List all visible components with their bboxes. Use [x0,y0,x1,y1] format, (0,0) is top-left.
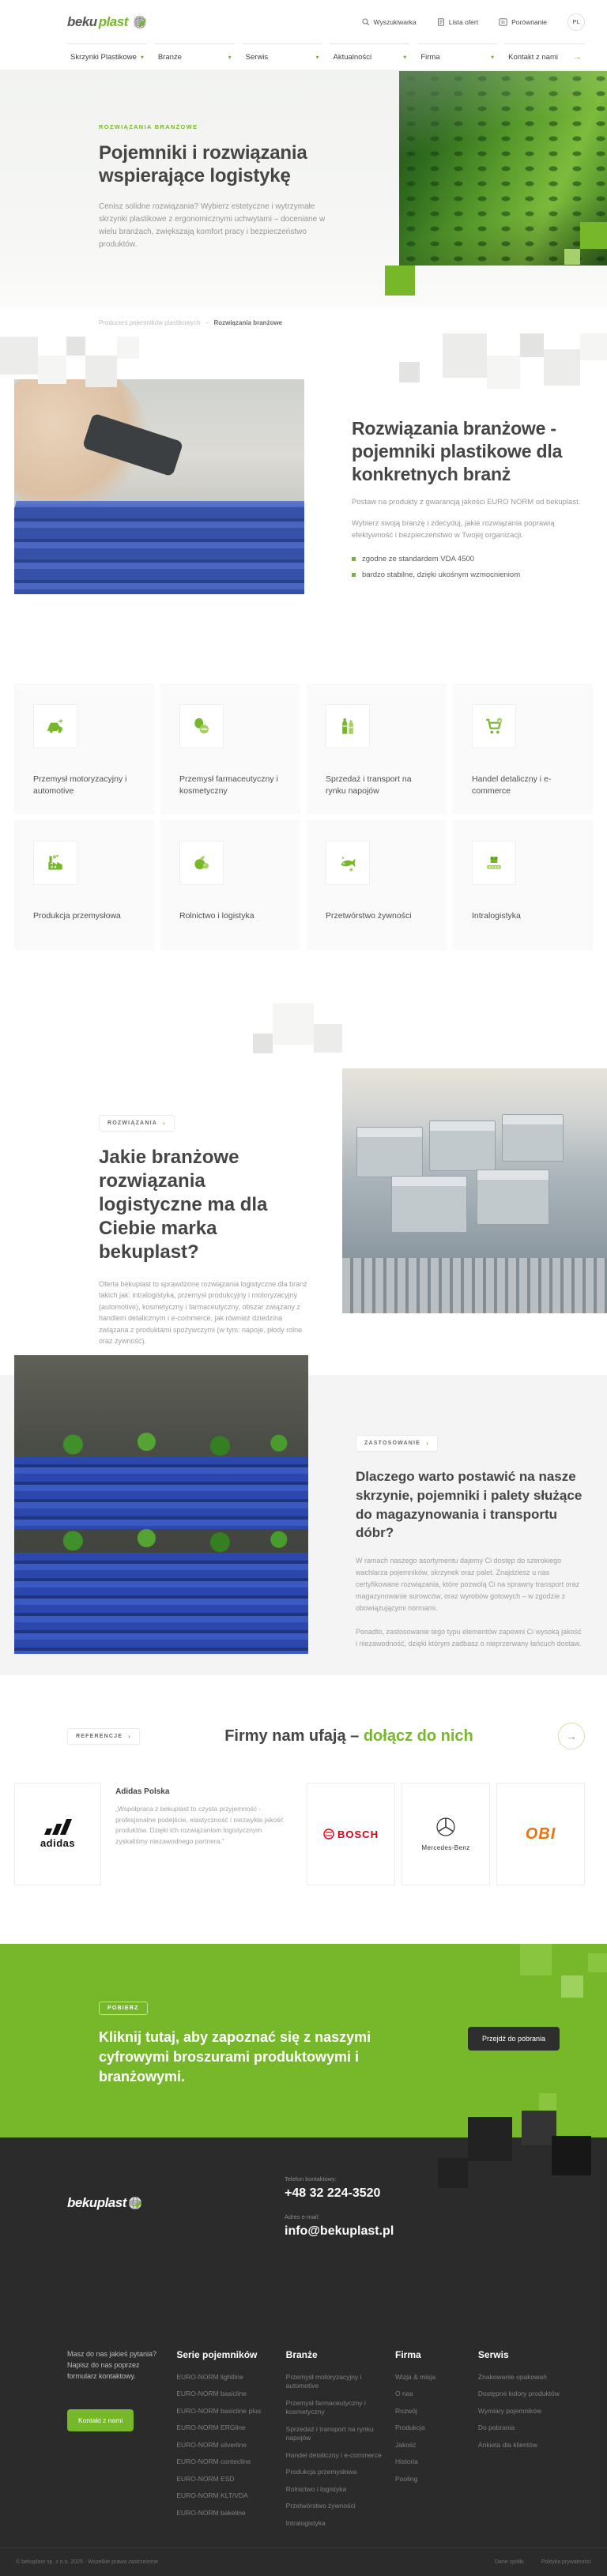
bullet-item: bardzo stabilne, dzięki ukośnym wzmocnieniom [352,571,585,579]
industries-grid [14,684,593,951]
hero-section [0,70,607,308]
footer-link[interactable]: Handel detaliczny i e-commerce [285,2450,382,2459]
hero-eyebrow: ROZWIĄZANIA BRANŻOWE [99,123,198,130]
industry-card-beverages[interactable] [307,684,447,814]
nav-label: Kontakt z nami [508,52,558,62]
search-icon [362,18,370,26]
footer-column-series [176,2349,285,2536]
nav-item-firma[interactable] [417,43,497,70]
intro-section [0,356,607,632]
page-title: Pojemniki i rozwiązania wspierające logistykę [99,142,307,187]
offer-list-icon [437,18,445,26]
references-title-green: dołącz do nich [363,1727,473,1745]
footer-link[interactable]: EURO-NORM ESD [176,2474,235,2483]
topbar-utils [362,13,585,31]
language-switcher[interactable]: PL [567,13,585,31]
topbar [0,0,607,43]
badge-label: ZASTOSOWANIE [364,1441,421,1446]
contact-prompt-text: Masz do nas jakieś pytania? Napisz do nas poprzez formularz kontaktowy. [67,2350,157,2380]
solutions-title: Jakie branżowe rozwiązania logistyczne ma dla Ciebie marka bekuplast? [99,1147,268,1263]
client-logos [307,1783,585,1885]
industry-label: Handel detaliczny i e-commerce [472,774,552,797]
globe-icon [131,13,149,31]
application-image-peppers [14,1355,308,1654]
decor-square [385,266,415,296]
factory-icon [45,853,66,873]
cta-copy [0,1944,607,2088]
decor-square [561,1975,583,1998]
footer-column-service [478,2349,591,2536]
industry-label: Produkcja przemysłowa [33,911,121,921]
chevron-down-icon: ▾ [228,53,232,61]
references-title [140,1727,558,1746]
decor-square [580,222,607,249]
testimonial [115,1783,289,1885]
offer-list-link[interactable] [437,18,478,26]
nav-item-aktualnosci[interactable] [330,43,409,70]
bosch-logo: BOSCH [323,1828,379,1840]
email-address[interactable]: info@bekuplast.pl [285,2224,394,2238]
arrow-right-icon: › [128,1732,131,1740]
footer-link[interactable]: Wizja & misja [394,2373,435,2381]
references-title-dark: Firmy nam ufają – [224,1727,364,1745]
legal-link-company-data[interactable]: Dane spółki [495,2559,524,2565]
footer-link[interactable]: Znakowanie opakowań [477,2373,547,2381]
email-label: Adres e-mail: [285,2213,320,2220]
footer-link[interactable]: Rozwój [394,2406,417,2415]
logo-card-bosch[interactable] [307,1783,395,1885]
compare-label: Porównanie [511,17,547,26]
footer-link[interactable]: Przemysł motoryzacyjny i automotive [285,2373,362,2390]
footer-link[interactable]: Dostępne kolory produktów [477,2390,560,2398]
application-paragraph-1: W ramach naszego asortymentu dajemy Ci dostęp do szerokiego wachlarza pojemników, skrzynek oraz palet. Znajdziesz u nas certyfikowane rozwiązania, które pozwolą Ci na sprawny transport oraz magazynowanie surowców, oraz wyrobów gotowych – w zgodzie z obowiązującymi normami. [356,1557,580,1612]
footer-logo[interactable]: beku plast [67,2194,144,2212]
brand-logo[interactable] [67,13,149,31]
decor-square [468,2117,512,2161]
footer-link[interactable]: Ankieta dla klientów [477,2440,538,2449]
footer-bottom-bar [0,2548,607,2576]
industry-card-automotive[interactable] [14,684,154,814]
mercedes-logo: Mercedes-Benz [421,1817,469,1851]
references-body [14,1783,585,1885]
footer-link[interactable]: Sprzedaż i transport na rynku napojów [285,2424,374,2442]
industry-label: Przemysł farmaceutyczny i kosmetyczny [179,774,278,797]
footer-link[interactable]: EURO-NORM bakeline [176,2508,246,2517]
application-badge[interactable] [356,1435,438,1452]
nav-item-branze[interactable] [155,43,235,70]
hero-text: Cenisz solidne rozwiązania? Wybierz estetyczne i wytrzymałe skrzynki plastikowe z ergonomicznymi uchwytami – doceniane w wielu branżach, zwiększają komfort pracy i bezpieczeństwo produktów. [99,201,326,249]
breadcrumb-separator: – [205,319,209,326]
application-title: Dlaczego warto postawić na nasze skrzynie, pojemniki i palety służące do magazynowania i transportu dóbr? [356,1469,582,1541]
logo-card-mercedes[interactable] [402,1783,490,1885]
copyright: © bekuplast sp. z o.o. 2025 - Wszelkie prawa zastrzeżone [16,2559,158,2565]
intro-lead: Postaw na produkty z gwarancją jakości EURO NORM od bekuplast. [352,498,581,507]
industry-card-pharma[interactable] [160,684,300,814]
footer-link[interactable]: Do pobrania [477,2423,515,2432]
footer-link[interactable]: EURO-NORM silverline [176,2440,247,2449]
footer-columns [67,2349,591,2536]
footer-link[interactable]: Produkcja [394,2423,425,2432]
nav-item-serwis[interactable] [243,43,322,70]
footer-link[interactable]: Produkcja przemysłowa [285,2468,357,2476]
compare-link[interactable] [499,18,547,26]
bottles-icon [337,716,358,736]
phone-label: Telefon kontaktowy: [285,2175,337,2182]
decor-square [552,2136,591,2175]
badge-label: REFERENCJE [76,1733,123,1739]
footer-link[interactable]: Historia [394,2457,418,2466]
globe-icon [126,2194,144,2212]
cta-badge: POBIERZ [99,2002,148,2015]
industry-card-food[interactable] [307,820,447,951]
industry-label: Intralogistyka [472,911,521,921]
download-button[interactable]: Przejdź do pobrania [468,2027,560,2051]
mercedes-star-icon [435,1817,456,1837]
hero-copy [0,70,340,251]
decor-square [539,2093,556,2111]
breadcrumb-current: Rozwiązania branżowe [213,319,283,326]
decor-square [520,1944,552,1975]
nav-label: Aktualności [333,52,372,62]
footer-link[interactable]: EURO-NORM basicline plus [176,2406,262,2415]
industry-card-agriculture[interactable] [160,820,300,951]
cart-icon [484,716,504,736]
pills-icon [191,716,212,736]
intro-text: Wybierz swoją branżę i zdecyduj, jakie rozwiązania poprawią efektywność i bezpieczeństwo w Twojej organizacji. [352,519,555,540]
chevron-down-icon: ▾ [403,53,407,61]
phone-number[interactable]: +48 32 224-3520 [285,2186,381,2200]
hero-image-green-crate [399,71,607,266]
references-header [67,1723,585,1749]
industry-card-retail[interactable] [453,684,593,814]
chevron-down-icon: ▾ [491,53,495,61]
footer [0,2137,607,2576]
industry-label: Sprzedaż i transport na rynku napojów [326,774,412,797]
intro-image-worker [14,379,304,594]
solutions-copy [0,1090,342,1345]
cta-title: Kliknij tutaj, aby zapoznać się z naszymi cyfrowymi broszurami produktowymi i branżowymi. [99,2029,371,2085]
column-title: Branże [285,2349,318,2360]
industry-label: Przemysł motoryzacyjny i automotive [33,774,127,797]
fish-icon [337,853,358,873]
footer-link[interactable]: Rolnictwo i logistyka [285,2484,347,2493]
compare-icon [499,18,507,26]
column-title: Firma [394,2349,421,2360]
footer-contact-prompt [67,2349,176,2536]
column-title: Serie pojemników [176,2349,258,2360]
main-nav [0,43,607,70]
testimonial-logo-card[interactable] [14,1783,101,1885]
intro-title: Rozwiązania branżowe - pojemniki plastikowe dla konkretnych branż [352,418,563,484]
decor-square [564,249,580,265]
cta-section [0,1944,607,2137]
industry-card-intralogistics[interactable] [453,820,593,951]
logo-card-obi[interactable] [496,1783,585,1885]
footer-link[interactable]: Przemysł farmaceutyczny i kosmetyczny [285,2398,366,2416]
adidas-logo: adidas [40,1819,75,1849]
arrow-right-icon: → [572,52,582,62]
bullet-item: zgodne ze standardem VDA 4500 [352,555,585,563]
nav-item-kontakt[interactable] [505,43,585,70]
footer-link[interactable]: EURO-NORM contecline [176,2457,251,2466]
footer-link[interactable]: Pooling [394,2474,418,2483]
intro-bullets [352,555,585,579]
footer-link[interactable]: EURO-NORM lightline [176,2373,243,2381]
footer-link[interactable]: EURO-NORM KLT/VDA [176,2491,248,2500]
application-copy [356,1375,607,1650]
legal-link-privacy[interactable]: Polityka prywatności [541,2559,591,2565]
carousel-next-button[interactable]: → [558,1723,585,1749]
brand-logo-text-1: beku [67,13,97,29]
search-link[interactable] [362,18,417,26]
breadcrumb-row [0,308,607,356]
offer-list-label: Lista ofert [448,17,479,26]
footer-link[interactable]: EURO-NORM basicline [176,2390,247,2398]
footer-link[interactable]: Wymiary pojemników [477,2406,542,2415]
column-title: Serwis [477,2349,509,2360]
footer-link[interactable]: Przetwórstwo żywności [285,2502,356,2510]
footer-column-company [395,2349,478,2536]
footer-link[interactable]: EURO-NORM ERGline [176,2423,246,2432]
search-label: Wyszukiwarka [373,17,417,26]
solutions-section [0,1090,607,1345]
testimonial-company: Adidas Polska [115,1787,170,1796]
footer-link[interactable]: Jakość [394,2440,417,2449]
nav-label: Firma [420,52,440,62]
references-section [0,1723,607,1932]
industry-card-production[interactable] [14,820,154,951]
nav-item-skrzynki[interactable] [67,43,147,70]
nav-label: Serwis [245,52,269,62]
solutions-image-conveyor [342,1068,607,1313]
legal-links [495,2559,591,2565]
application-section [0,1375,607,1675]
references-badge[interactable] [67,1728,140,1745]
breadcrumb-parent[interactable]: Producent pojemników plastikowych [99,319,201,326]
arrow-right-icon: › [162,1120,166,1127]
solutions-badge[interactable] [99,1115,175,1132]
nav-label: Skrzynki Plastikowe [70,52,137,62]
footer-contact [285,2175,394,2251]
chevron-down-icon: ▾ [140,53,144,61]
application-paragraph-2: Ponadto, zastosowanie tego typu elementów zapewni Ci wysoką jakość i niezawodność, dzięki którym zadbasz o nieprzerwany łańcuch dostaw. [356,1628,582,1648]
bosch-icon [323,1828,334,1840]
industry-label: Rolnictwo i logistyka [179,911,254,921]
obi-logo: OBI [525,1825,556,1843]
decor-square [438,2158,468,2188]
brand-logo-text-2: plast [98,13,128,29]
footer-column-industries [286,2349,395,2536]
decor-square [588,1953,607,1972]
arrow-right-icon: › [426,1440,429,1447]
badge-label: ROZWIĄZANIA [107,1120,157,1126]
car-icon [45,716,66,736]
solutions-text: Oferta bekuplast to sprawdzone rozwiązania logistyczne dla branż takich jak: intralogistyka, przemysł produkcyjny i motoryzacyjny (automotive), kosmetyczny i farmaceutyczny, obszar związany z handlem detalicznym i e-commerce, jak również dziedzina związana z produktami spożywczymi (w tym: napoje, płody rolne oraz żywność). [99,1280,307,1345]
breadcrumb [99,319,607,326]
footer-link[interactable]: Intralogistyka [285,2518,326,2527]
footer-link[interactable]: O nas [394,2390,413,2398]
fruit-icon [191,853,212,873]
footer-contact-button[interactable]: Kontakt z nami [67,2409,134,2431]
nav-label: Branże [157,52,182,62]
intro-copy [304,379,607,632]
industries-section [0,632,607,988]
testimonial-quote: „Współpraca z bekuplast to czysta przyjemność - profesjonalne podejście, elastyczność i niezwykła jakość produktów. Dzięki ich rozwiązaniom logistycznym zyskaliśmy niezawodnego partnera.” [115,1805,284,1845]
chevron-down-icon: ▾ [315,53,319,61]
industry-label: Przetwórstwo żywności [326,911,412,921]
conveyor-icon [484,853,504,873]
